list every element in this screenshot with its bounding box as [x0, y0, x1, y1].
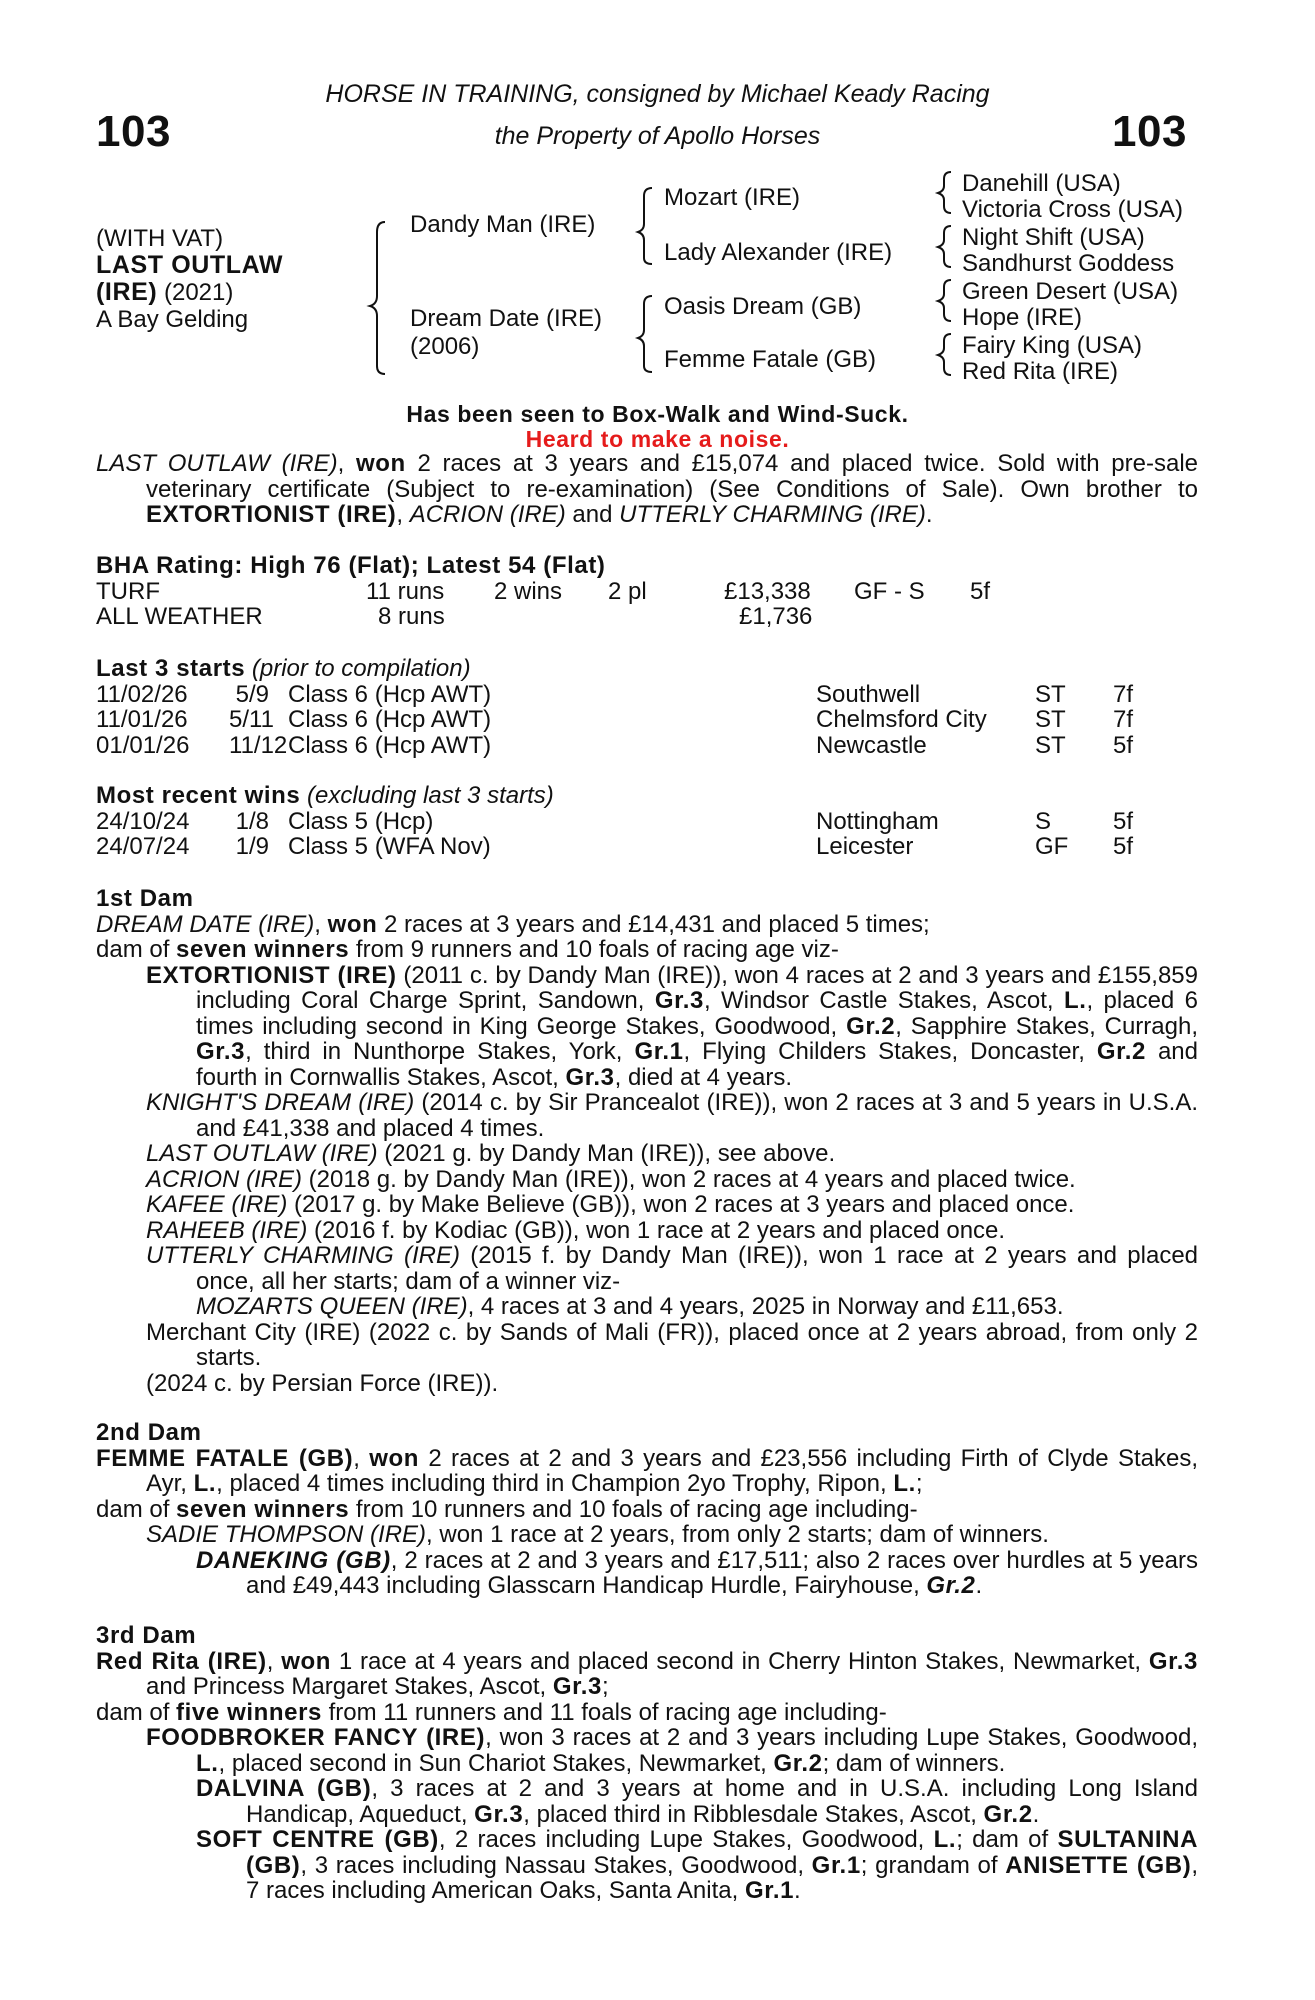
recent-win-pos: 1/8	[235, 807, 269, 835]
first-dam-entry-last-outlaw: LAST OUTLAW (IRE) (2021 g. by Dandy Man (IRE)), see above.	[146, 1140, 836, 1167]
pedigree-g1: Danehill (USA)	[962, 170, 1121, 197]
bracket-sire	[638, 188, 652, 264]
third-dam-entry-dalvina: DALVINA (GB), 3 races at 2 and 3 years at home and in U.S.A. including Long Island Handicap, Aqueduct, Gr.3, placed third in Ribblesdale Stakes, Ascot, Gr.2.	[196, 1775, 1198, 1828]
bracket-g1	[938, 172, 951, 213]
first-dam-entry-extortionist: EXTORTIONIST (IRE) (2011 c. by Dandy Man (IRE)), won 4 races at 2 and 3 years and £155,859 including Coral Charge Sprint, Sandown, Gr.3, Windsor Castle Stakes, Ascot, L., placed 6 times including second in King George Stakes, Goodwood, Gr.2, Sapphire Stakes, Curragh, Gr.3, third in Nunthorpe Stakes, York, Gr.1, Flying Childers Stakes, Doncaster, Gr.2 and fourth in Cornwallis Stakes, Ascot, Gr.3, died at 4 years.	[146, 961, 1199, 1091]
pedigree-g5: Green Desert (USA)	[962, 278, 1179, 305]
last-start-pos: 5/9	[235, 680, 269, 708]
second-dam-entry-daneking: DANEKING (GB), 2 races at 2 and 3 years and £17,511; also 2 races over hurdles at 5 years and £49,443 including Glasscarn Handicap Hurdle, Fairyhouse, Gr.2.	[196, 1546, 1198, 1599]
recent-win-dist: 5f	[1113, 807, 1134, 835]
last-start-dist: 7f	[1113, 680, 1134, 708]
bracket-g4	[938, 334, 951, 375]
last-start-row	[96, 707, 1198, 733]
recent-win-date: 24/07/24	[96, 833, 190, 860]
last-start-pos: 11/12	[229, 731, 288, 759]
property-line: the Property of Apollo Horses	[494, 122, 821, 150]
recent-wins-title: Most recent wins (excluding last 3 starts)	[96, 782, 554, 809]
last-start-going: ST	[1035, 706, 1066, 733]
last-start-course: Chelmsford City	[816, 706, 987, 733]
last-start-course: Southwell	[816, 680, 921, 708]
summary	[96, 451, 1198, 528]
last-start-row	[96, 682, 1198, 708]
horse-name: LAST OUTLAW	[96, 251, 284, 279]
pedigree-g3: Night Shift (USA)	[962, 224, 1145, 251]
lot-number-left: 103	[96, 107, 171, 156]
recent-win-cls: Class 5 (Hcp)	[288, 807, 434, 835]
first-dam-entry-utterly-charming: UTTERLY CHARMING (IRE) (2015 f. by Dandy Man (IRE)), won 1 race at 2 years and placed once, all her starts; dam of a winner viz-	[146, 1242, 1199, 1295]
pedigree-g6: Hope (IRE)	[962, 304, 1083, 331]
pedigree-sire-sire: Mozart (IRE)	[664, 184, 801, 211]
bracket-g2	[938, 226, 951, 267]
third-dam-produce-line: dam of five winners from 11 runners and 11 foals of racing age including-	[96, 1698, 887, 1726]
second-dam-section	[96, 1420, 1198, 1599]
last-start-going: ST	[1035, 731, 1066, 759]
recent-wins-section	[96, 783, 1198, 860]
last-start-dist: 7f	[1113, 706, 1134, 733]
first-dam-line: DREAM DATE (IRE), won 2 races at 3 years and £14,431 and placed 5 times;	[96, 910, 930, 938]
last-start-dist: 5f	[1113, 731, 1134, 759]
last-start-date: 11/01/26	[96, 706, 188, 733]
horse-description: A Bay Gelding	[96, 306, 249, 333]
second-dam-line: FEMME FATALE (GB), won 2 races at 2 and 3 years and £23,556 including Firth of Clyde Stakes, Ayr, L., placed 4 times including third in Champion 2yo Trophy, Ripon, L.;	[96, 1444, 1198, 1497]
last-start-date: 11/02/26	[96, 680, 188, 708]
recent-win-row	[96, 809, 1198, 835]
rating-turf-row: TURF 11 runs 2 wins 2 pl £13,338 GF - S 5f	[96, 577, 991, 605]
last-start-date: 01/01/26	[96, 731, 190, 759]
first-dam-entry-knights-dream: KNIGHT'S DREAM (IRE) (2014 c. by Sir Prancealot (IRE)), won 2 races at 3 and 5 years in U.S.A. and £41,338 and placed 4 times.	[146, 1089, 1199, 1142]
first-dam-entry-2024-colt: (2024 c. by Persian Force (IRE)).	[146, 1369, 499, 1397]
first-dam-entry-acrion: ACRION (IRE) (2018 g. by Dandy Man (IRE)), won 2 races at 4 years and placed twice.	[146, 1165, 1076, 1193]
consignor-line: HORSE IN TRAINING, consigned by Michael Keady Racing	[325, 80, 990, 108]
first-dam-entry-kafee: KAFEE (IRE) (2017 g. by Make Believe (GB)), won 2 races at 3 years and placed once.	[146, 1191, 1075, 1218]
vices-notice: Has been seen to Box-Walk and Wind-Suck.	[406, 401, 909, 427]
bracket-main	[370, 222, 385, 374]
last-start-course: Newcastle	[816, 731, 927, 759]
pedigree-dam: Dream Date (IRE)	[410, 305, 603, 332]
bracket-g3	[938, 280, 951, 321]
first-dam-entry-merchant-city: Merchant City (IRE) (2022 c. by Sands of Mali (FR)), placed once at 2 years abroad, from only 2 starts.	[146, 1318, 1198, 1371]
noise-notice: Heard to make a noise.	[525, 426, 790, 452]
third-dam-entry-soft-centre: SOFT CENTRE (GB), 2 races including Lupe Stakes, Goodwood, L.; dam of SULTANINA (GB), 3 races including Nassau Stakes, Goodwood, Gr.1; grandam of ANISETTE (GB), 7 races including American Oaks, Santa Anita, Gr.1.	[196, 1826, 1199, 1904]
rating-aw-row: ALL WEATHER 8 runs £1,736	[96, 603, 813, 630]
bracket-dam	[638, 296, 652, 372]
third-dam-entry-foodbroker: FOODBROKER FANCY (IRE), won 3 races at 2 and 3 years including Lupe Stakes, Goodwood, L., placed second in Sun Chariot Stakes, Newmarket, Gr.2; dam of winners.	[146, 1724, 1198, 1777]
pedigree-g2: Victoria Cross (USA)	[962, 196, 1183, 223]
recent-win-pos: 1/9	[235, 833, 269, 860]
last-start-row	[96, 733, 1198, 759]
last-starts-title: Last 3 starts (prior to compilation)	[96, 655, 471, 682]
summary-paragraph: LAST OUTLAW (IRE), won 2 races at 3 years and £15,074 and placed twice. Sold with pre-sale veterinary certificate (Subject to re-examination) (See Conditions of Sale). Own brother to EXTORTIONIST (IRE), ACRION (IRE) and UTTERLY CHARMING (IRE).	[96, 450, 1198, 528]
first-dam-section	[96, 886, 1198, 1396]
last-starts-section	[96, 656, 1198, 758]
recent-win-row	[96, 834, 1198, 860]
vat-label: (WITH VAT)	[96, 225, 224, 252]
recent-win-course: Nottingham	[816, 807, 939, 835]
lot-number-right: 103	[1112, 107, 1187, 156]
recent-win-going: GF	[1035, 833, 1069, 860]
first-dam-entry-raheeb: RAHEEB (IRE) (2016 f. by Kodiac (GB)), won 1 race at 2 years and placed once.	[146, 1216, 1006, 1244]
first-dam-title: 1st Dam	[96, 885, 194, 912]
second-dam-produce-line: dam of seven winners from 10 runners and 10 foals of racing age including-	[96, 1495, 918, 1523]
pedigree-g8: Red Rita (IRE)	[962, 358, 1119, 385]
recent-win-course: Leicester	[816, 833, 914, 860]
pedigree-dam-year: (2006)	[410, 333, 480, 360]
last-start-pos: 5/11	[229, 706, 274, 733]
recent-win-dist: 5f	[1113, 833, 1134, 860]
recent-win-going: S	[1035, 807, 1052, 835]
recent-win-date: 24/10/24	[96, 807, 190, 835]
third-dam-line: Red Rita (IRE), won 1 race at 4 years and placed second in Cherry Hinton Stakes, Newmarket, Gr.3 and Princess Margaret Stakes, Ascot, Gr.3;	[96, 1647, 1198, 1700]
recent-win-cls: Class 5 (WFA Nov)	[288, 833, 491, 860]
last-start-cls: Class 6 (Hcp AWT)	[288, 706, 492, 733]
horse-name-suffix: (IRE) (2021)	[96, 278, 234, 306]
second-dam-title: 2nd Dam	[96, 1419, 202, 1446]
rating-title: BHA Rating: High 76 (Flat); Latest 54 (Flat)	[96, 552, 606, 579]
first-dam-produce-line: dam of seven winners from 9 runners and 10 foals of racing age viz-	[96, 936, 839, 963]
pedigree-dam-dam: Femme Fatale (GB)	[664, 346, 877, 373]
last-start-cls: Class 6 (Hcp AWT)	[288, 680, 492, 708]
pedigree-g7: Fairy King (USA)	[962, 332, 1143, 359]
pedigree-g4: Sandhurst Goddess	[962, 250, 1175, 277]
last-start-going: ST	[1035, 680, 1066, 708]
rating-section	[96, 553, 1198, 630]
third-dam-section	[96, 1623, 1198, 1904]
first-dam-entry-mozarts-queen: MOZARTS QUEEN (IRE), 4 races at 3 and 4 years, 2025 in Norway and £11,653.	[196, 1293, 1064, 1320]
pedigree-sire: Dandy Man (IRE)	[410, 211, 596, 238]
pedigree-dam-sire: Oasis Dream (GB)	[664, 293, 862, 320]
third-dam-title: 3rd Dam	[96, 1622, 197, 1649]
pedigree-sire-dam: Lady Alexander (IRE)	[664, 239, 893, 266]
second-dam-entry-sadie: SADIE THOMPSON (IRE), won 1 race at 2 years, from only 2 starts; dam of winners.	[146, 1521, 1049, 1548]
last-start-cls: Class 6 (Hcp AWT)	[288, 731, 492, 759]
